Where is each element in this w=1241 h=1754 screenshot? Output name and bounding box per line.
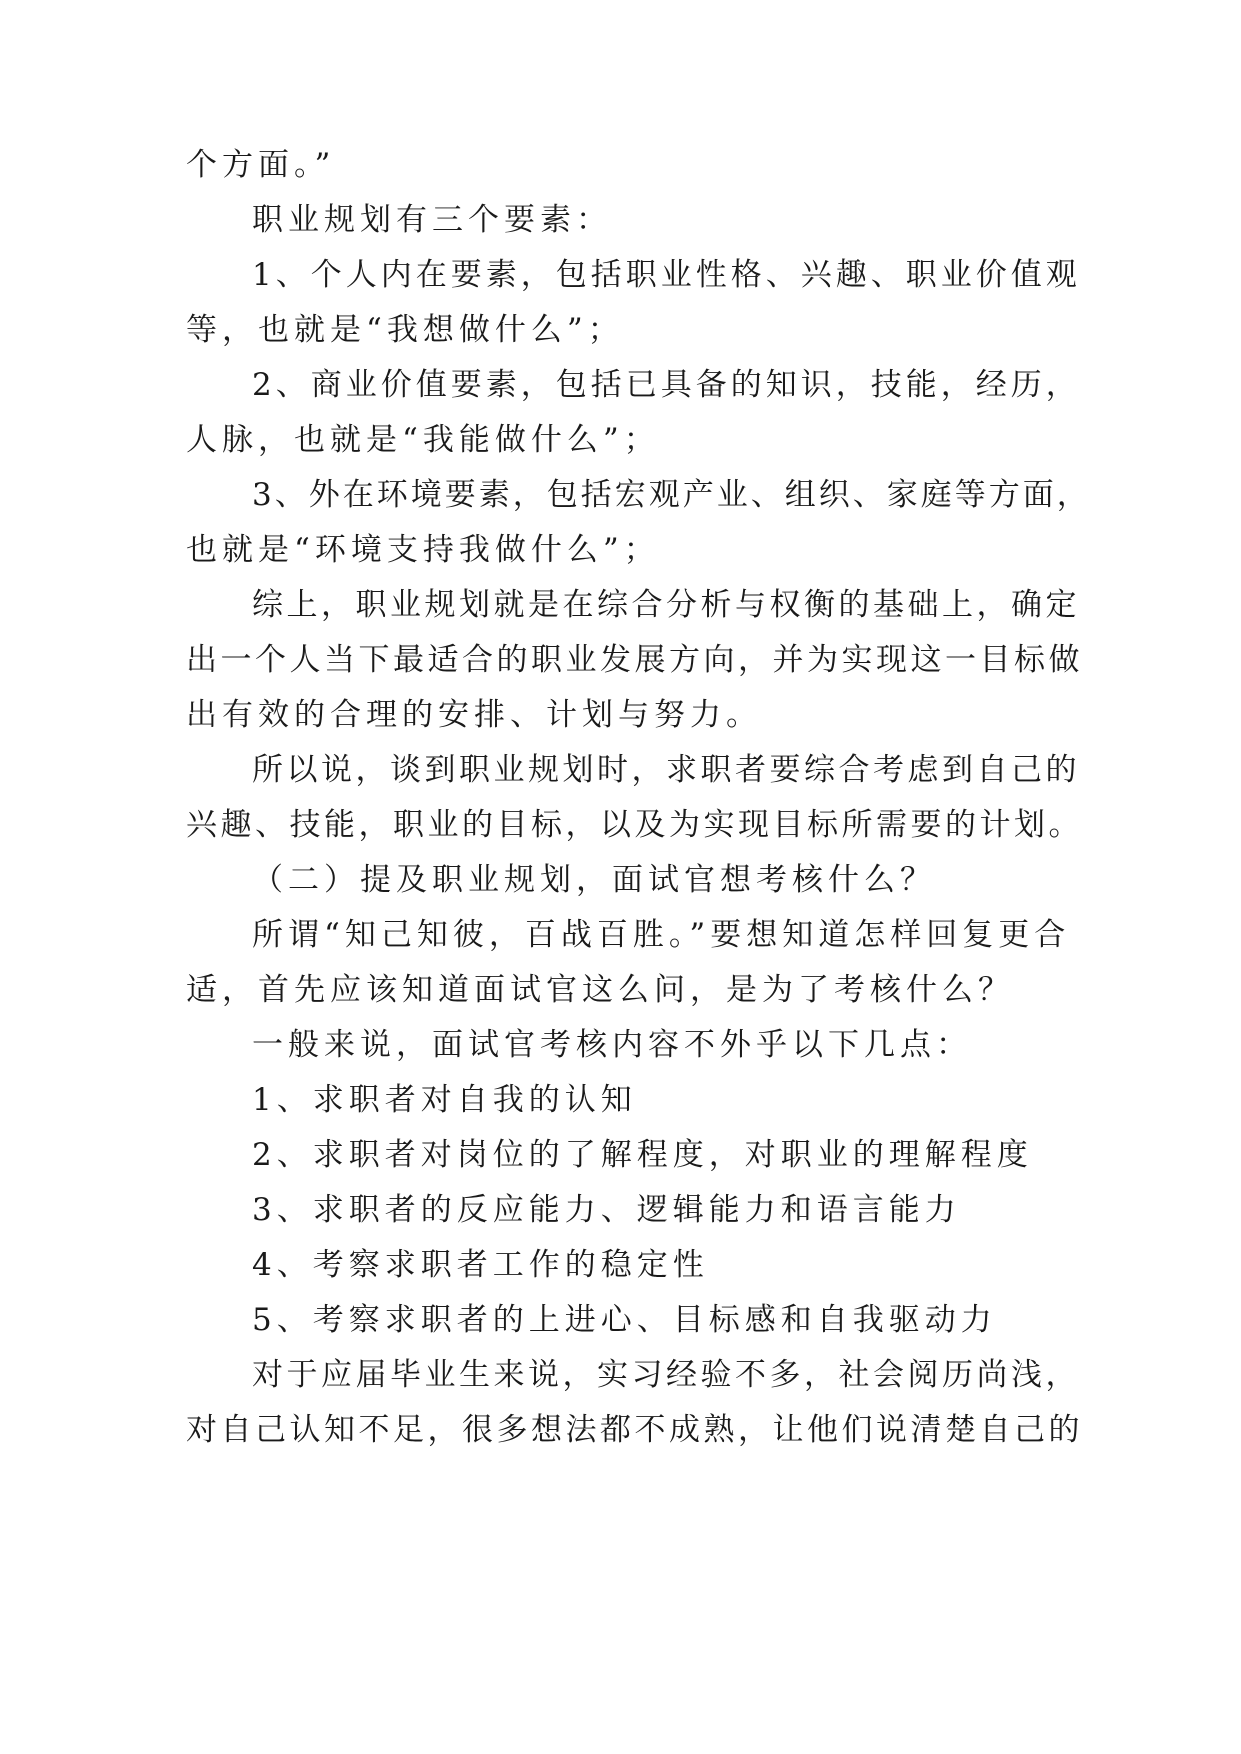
text-line: 出有效的合理的安排、计划与努力。 xyxy=(186,697,762,733)
text-line: 出一个人当下最适合的职业发展方向，并为实现这一目标做 xyxy=(186,642,1083,678)
text-line: 1、个人内在要素，包括职业性格、兴趣、职业价值观 xyxy=(252,257,1081,293)
list-item: 2、求职者对岗位的了解程度，对职业的理解程度 xyxy=(252,1137,1033,1173)
text-line: 职业规划有三个要素： xyxy=(252,202,612,238)
text-line: 人脉，也就是“我能做什么”； xyxy=(186,422,660,458)
text-line: 3、外在环境要素，包括宏观产业、组织、家庭等方面， xyxy=(252,477,1091,513)
text-line: 所谓“知己知彼，百战百胜。”要想知道怎样回复更合 xyxy=(252,917,1071,953)
text-line: 个方面。” xyxy=(186,147,336,183)
list-item: 1、求职者对自我的认知 xyxy=(252,1082,637,1118)
list-item: 4、考察求职者工作的稳定性 xyxy=(252,1247,709,1283)
text-line: 2、商业价值要素，包括已具备的知识，技能，经历， xyxy=(252,367,1081,403)
text-line: 所以说，谈到职业规划时，求职者要综合考虑到自己的 xyxy=(252,752,1080,788)
text-line: 也就是“环境支持我做什么”； xyxy=(186,532,660,568)
text-line: 等，也就是“我想做什么”； xyxy=(186,312,624,348)
section-heading: （二）提及职业规划，面试官想考核什么？ xyxy=(252,862,936,898)
text-line: 兴趣、技能，职业的目标，以及为实现目标所需要的计划。 xyxy=(186,807,1083,843)
text-line: 综上，职业规划就是在综合分析与权衡的基础上，确定 xyxy=(252,587,1080,623)
text-line: 适，首先应该知道面试官这么问，是为了考核什么？ xyxy=(186,972,1014,1008)
text-line: 对自己认知不足，很多想法都不成熟，让他们说清楚自己的 xyxy=(186,1412,1083,1448)
text-line: 对于应届毕业生来说，实习经验不多，社会阅历尚浅， xyxy=(252,1357,1080,1393)
text-line: 一般来说，面试官考核内容不外乎以下几点： xyxy=(252,1027,972,1063)
list-item: 5、考察求职者的上进心、目标感和自我驱动力 xyxy=(252,1302,997,1338)
list-item: 3、求职者的反应能力、逻辑能力和语言能力 xyxy=(252,1192,961,1228)
